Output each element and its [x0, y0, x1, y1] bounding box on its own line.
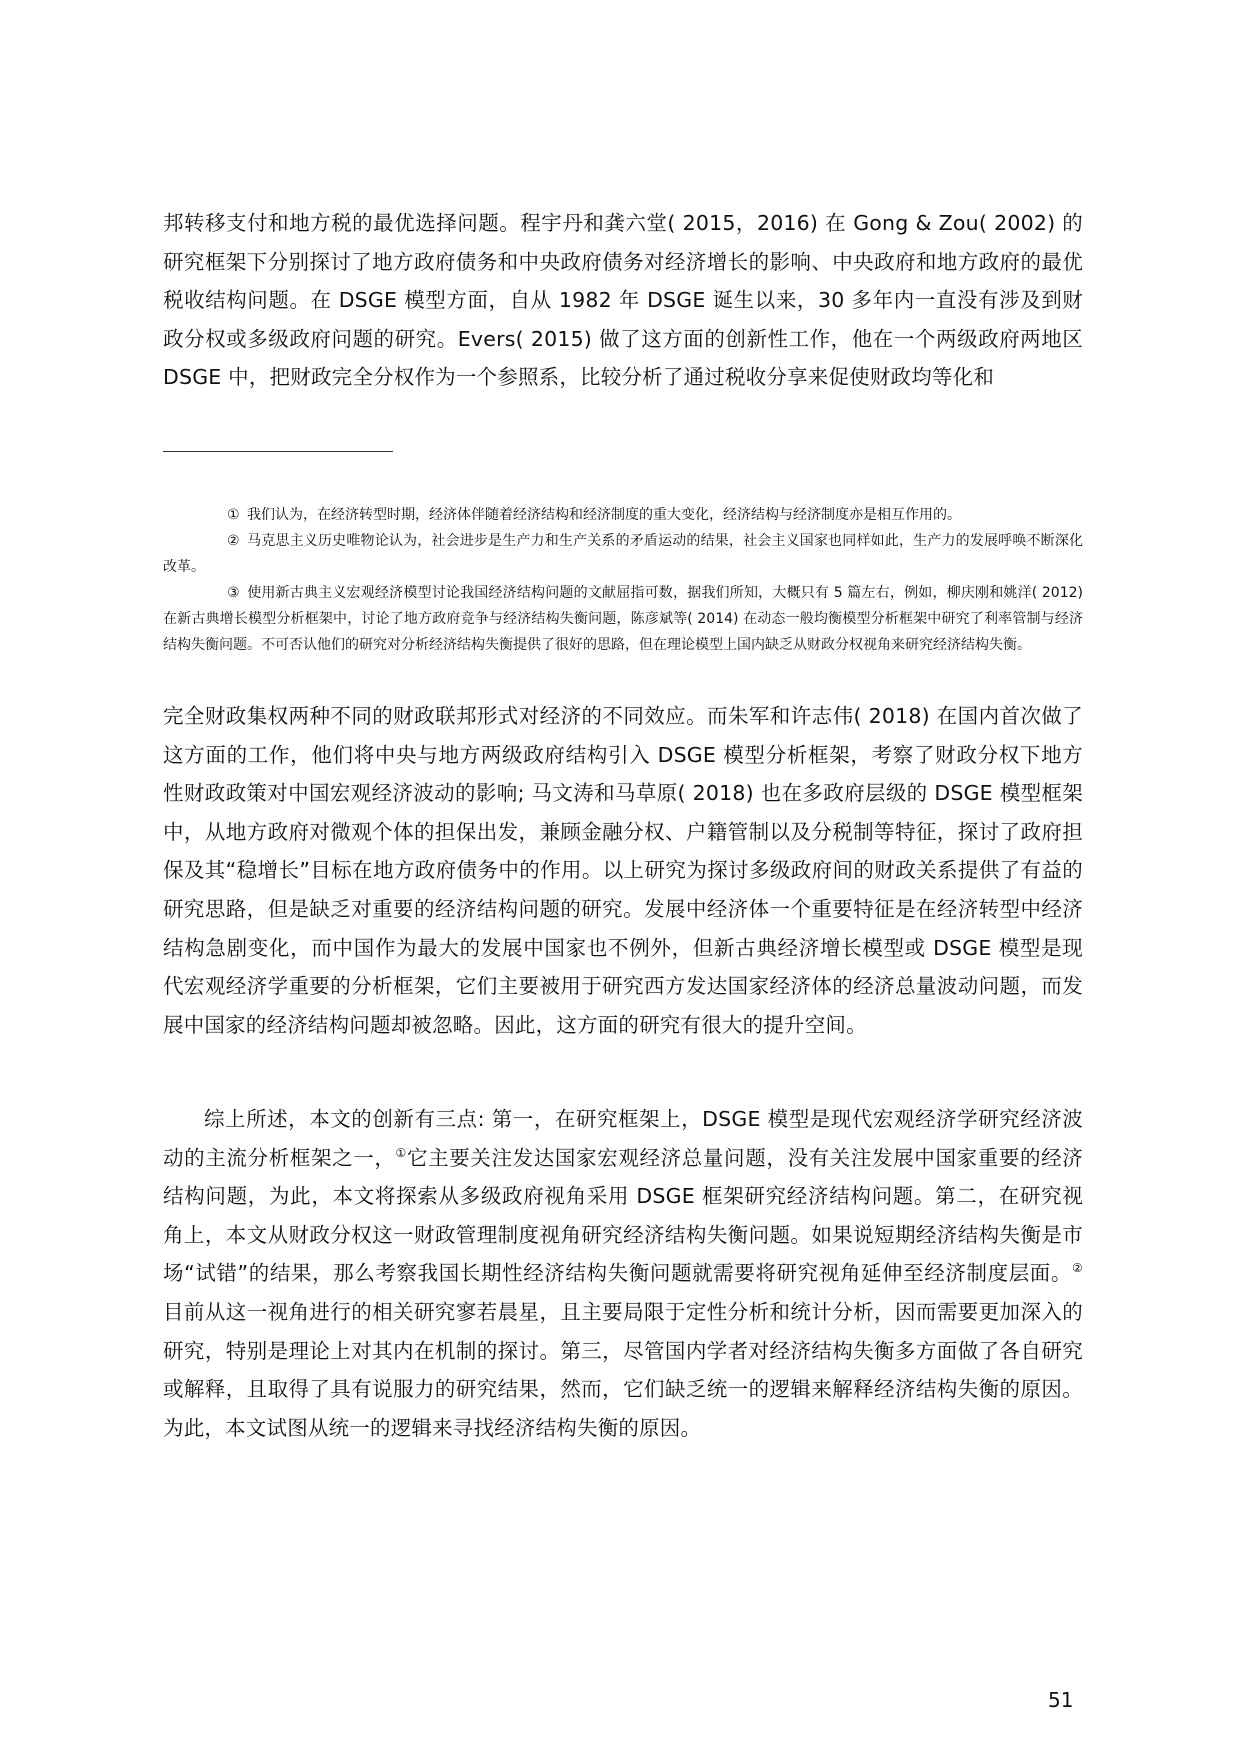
contributions-text-part1: 综上所述，本文的创新有三点: 第一，在研究框架上，DSGE 模型是现代宏观经济学研究经济波动的主流分析框架之一，	[163, 1107, 1083, 1170]
footnote-1-mark: ①	[227, 507, 240, 523]
footnote-1-text: 我们认为，在经济转型时期，经济体伴随着经济结构和经济制度的重大变化，经济结构与经济制度亦是相互作用的。	[247, 507, 961, 523]
footnote-ref-1: ①	[395, 1145, 407, 1160]
footnote-2	[163, 528, 1083, 580]
footnote-3	[163, 580, 1083, 658]
footnote-separator	[163, 451, 393, 452]
footnote-ref-2: ②	[1072, 1261, 1083, 1276]
paragraph-literature-review: 完全财政集权两种不同的财政联邦形式对经济的不同效应。而朱军和许志伟( 2018) 在国内首次做了这方面的工作，他们将中央与地方两级政府结构引入 DSGE 模型分析框架，考察了财政分权下地方性财政政策对中国宏观经济波动的影响; 马文涛和马草原( 2018) 也在多政府层级的 DSGE 模型框架中，从地方政府对微观个体的担保出发，兼顾金融分权、户籍管制以及分税制等特征，探讨了政府担保及其“稳增长”目标在地方政府债务中的作用。以上研究为探讨多级政府间的财政关系提供了有益的研究思路，但是缺乏对重要的经济结构问题的研究。发展中经济体一个重要特征是在经济转型中经济结构急剧变化，而中国作为最大的发展中国家也不例外，但新古典经济增长模型或 DSGE 模型是现代宏观经济学重要的分析框架，它们主要被用于研究西方发达国家经济体的经济总量波动问题，而发展中国家的经济结构问题却被忽略。因此，这方面的研究有很大的提升空间。	[163, 704, 1083, 1037]
footnote-2-mark: ②	[227, 533, 240, 549]
contributions-text-part3: 目前从这一视角进行的相关研究寥若晨星，且主要局限于定性分析和统计分析，因而需要更加深入的研究，特别是理论上对其内在机制的探讨。第三，尽管国内学者对经济结构失衡多方面做了各自研究或解释，且取得了具有说服力的研究结果，然而，它们缺乏统一的逻辑来解释经济结构失衡的原因。为此，本文试图从统一的逻辑来寻找经济结构失衡的原因。	[163, 1299, 1083, 1440]
footnote-1	[163, 502, 1083, 528]
footnote-3-mark: ③	[227, 585, 240, 601]
footnote-3-text: 使用新古典主义宏观经济模型讨论我国经济结构问题的文献屈指可数，据我们所知，大概只有 5 篇左右，例如，柳庆刚和姚洋( 2012) 在新古典增长模型分析框架中，讨论了地方政府竞争与经济结构失衡问题，陈彦斌等( 2014) 在动态一般均衡模型分析框架中研究了利率管制与经济结构失衡问题。不可否认他们的研究对分析经济结构失衡提供了很好的思路，但在理论模型上国内缺乏从财政分权视角来研究经济结构失衡。	[163, 585, 1083, 653]
footnote-2-text: 马克思主义历史唯物论认为，社会进步是生产力和生产关系的矛盾运动的结果，社会主义国家也同样如此，生产力的发展呼唤不断深化改革。	[163, 533, 1083, 575]
paragraph-contributions	[163, 1100, 1083, 1447]
page-number: 51	[1048, 1688, 1074, 1712]
contributions-text-part2: 它主要关注发达国家宏观经济总量问题，没有关注发展中国家重要的经济结构问题，为此，本文将探索从多级政府视角采用 DSGE 框架研究经济结构问题。第二，在研究视角上，本文从财政分权这一财政管理制度视角研究经济结构失衡问题。如果说短期经济结构失衡是市场“试错”的结果，那么考察我国长期性经济结构失衡问题就需要将研究视角延伸至经济制度层面。	[163, 1145, 1083, 1286]
footnotes	[163, 502, 1083, 658]
paragraph-continuation: 邦转移支付和地方税的最优选择问题。程宇丹和龚六堂( 2015，2016) 在 Gong & Zou( 2002) 的研究框架下分别探讨了地方政府债务和中央政府债务对经济增长的影响、中央政府和地方政府的最优税收结构问题。在 DSGE 模型方面，自从 1982 年 DSGE 诞生以来，30 多年内一直没有涉及到财政分权或多级政府问题的研究。Evers( 2015) 做了这方面的创新性工作，他在一个两级政府两地区 DSGE 中，把财政完全分权作为一个参照系，比较分析了通过税收分享来促使财政均等化和	[163, 211, 1083, 390]
